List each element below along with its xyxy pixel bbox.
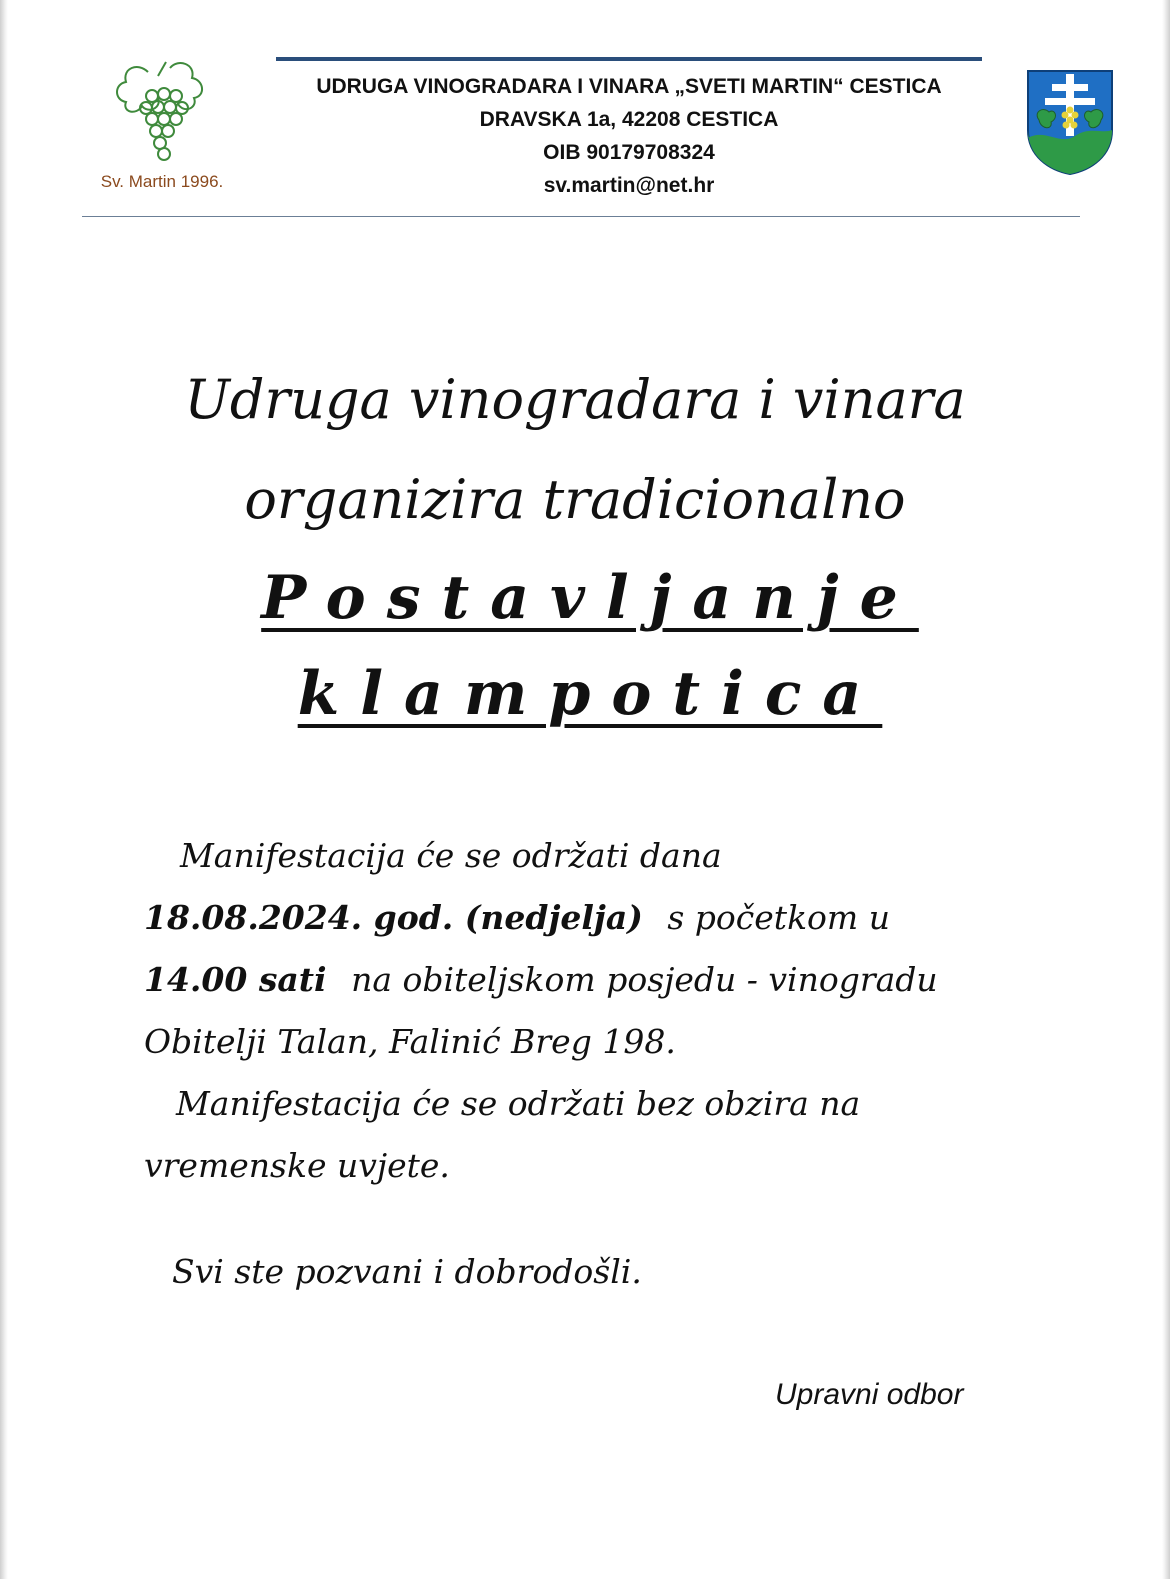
details-line-3	[144, 960, 938, 999]
logo-caption: Sv. Martin 1996.	[100, 172, 224, 191]
letterhead	[276, 70, 982, 202]
details-line-2	[144, 898, 890, 937]
intro-line-1: Udruga vinogradara i vinara	[184, 368, 966, 431]
details-line-5: Manifestacija će se održati bez obzira na	[176, 1084, 861, 1123]
invitation-text: Svi ste pozvani i dobrodošli.	[172, 1252, 642, 1291]
event-title	[60, 550, 1120, 742]
details-line-6: vremenske uvjete.	[144, 1146, 450, 1185]
signature: Upravni odbor	[775, 1378, 964, 1411]
details-line-3-rest: na obiteljskom posjedu - vinogradu	[351, 960, 938, 999]
association-address: DRAVSKA 1a, 42208 CESTICA	[479, 108, 779, 131]
event-title-line-1: Postavljanje	[261, 563, 919, 633]
intro-heading	[60, 350, 1090, 550]
page-shadow-right	[1162, 0, 1170, 1579]
grape-logo-icon	[108, 58, 218, 164]
header-top-rule	[276, 57, 982, 61]
details-line-2-rest: s početkom u	[667, 898, 890, 937]
association-email: sv.martin@net.hr	[543, 174, 715, 197]
event-date: 18.08.2024. god. (nedjelja)	[144, 898, 643, 937]
coat-of-arms-icon	[1025, 68, 1115, 176]
event-title-line-2: klampotica	[297, 659, 883, 729]
association-name: UDRUGA VINOGRADARA I VINARA „SVETI MARTIN“ CESTICA	[316, 75, 942, 98]
details-line-1: Manifestacija će se održati dana	[180, 836, 722, 875]
association-oib: OIB 90179708324	[543, 141, 715, 164]
page-shadow-left	[0, 0, 8, 1579]
details-line-4: Obitelji Talan, Falinić Breg 198.	[144, 1022, 676, 1061]
header-bottom-rule	[82, 216, 1080, 217]
intro-line-2: organizira tradicionalno	[244, 468, 906, 531]
event-time: 14.00 sati	[144, 960, 327, 999]
